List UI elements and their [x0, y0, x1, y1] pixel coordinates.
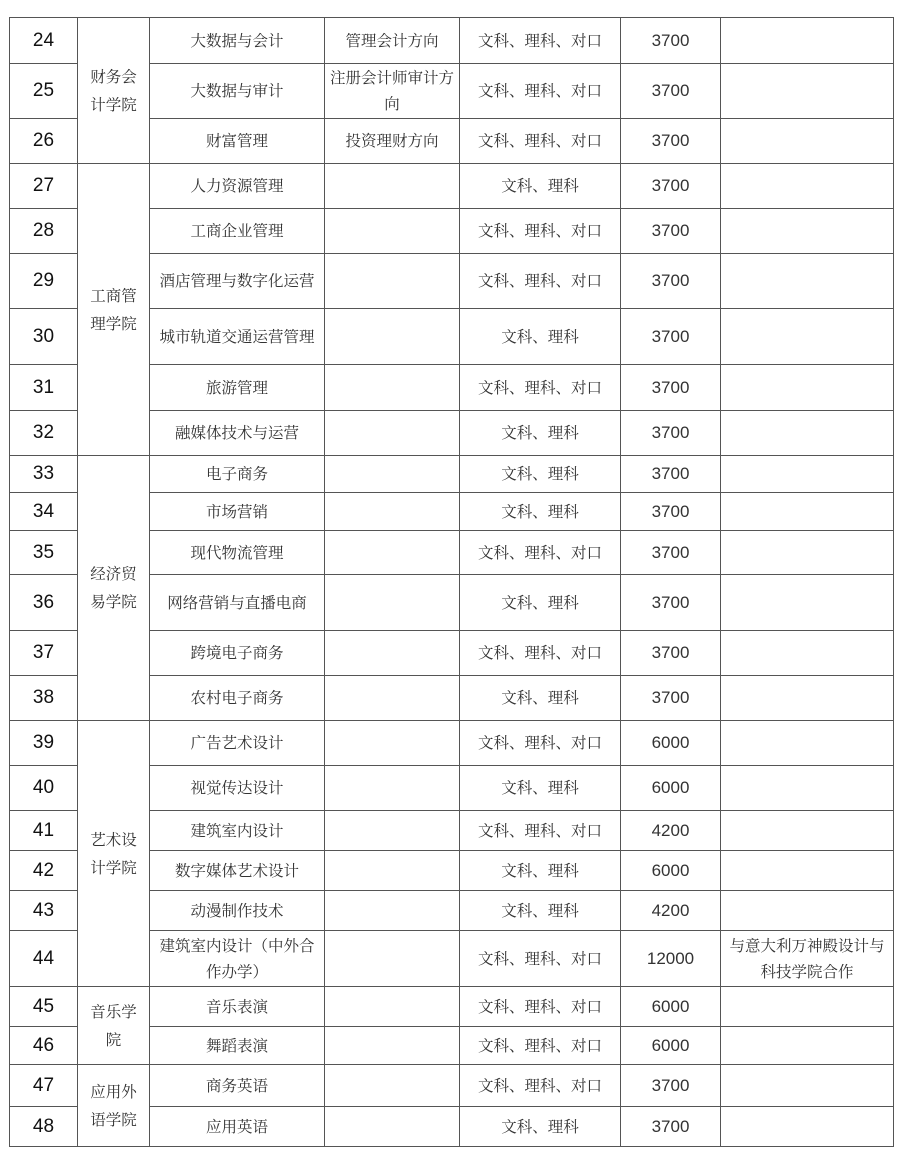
major-cell: 旅游管理 [150, 365, 325, 411]
subjects-cell: 文科、理科 [460, 1107, 621, 1147]
tuition-fee-cell: 3700 [621, 164, 721, 209]
note-cell [721, 766, 894, 811]
college-cell: 音乐学院 [78, 987, 150, 1065]
note-cell [721, 891, 894, 931]
direction-cell [325, 676, 460, 721]
note-cell [721, 1107, 894, 1147]
subjects-cell: 文科、理科、对口 [460, 365, 621, 411]
major-cell: 酒店管理与数字化运营 [150, 254, 325, 309]
table-row [10, 164, 894, 209]
tuition-fee-cell: 3700 [621, 456, 721, 493]
row-number-cell: 27 [10, 164, 78, 209]
direction-cell [325, 365, 460, 411]
table-row [10, 1065, 894, 1107]
tuition-fee-cell: 3700 [621, 209, 721, 254]
note-cell [721, 411, 894, 456]
note-cell [721, 676, 894, 721]
major-cell: 舞蹈表演 [150, 1027, 325, 1065]
major-cell: 电子商务 [150, 456, 325, 493]
note-cell [721, 365, 894, 411]
subjects-cell: 文科、理科、对口 [460, 1065, 621, 1107]
major-cell: 视觉传达设计 [150, 766, 325, 811]
subjects-cell: 文科、理科、对口 [460, 254, 621, 309]
direction-cell [325, 631, 460, 676]
subjects-cell: 文科、理科 [460, 851, 621, 891]
row-number-cell: 28 [10, 209, 78, 254]
major-cell: 网络营销与直播电商 [150, 575, 325, 631]
direction-cell [325, 1107, 460, 1147]
direction-cell [325, 851, 460, 891]
direction-cell [325, 766, 460, 811]
subjects-cell: 文科、理科、对口 [460, 18, 621, 64]
tuition-fee-cell: 3700 [621, 1065, 721, 1107]
note-cell [721, 1065, 894, 1107]
row-number-cell: 31 [10, 365, 78, 411]
major-cell: 数字媒体艺术设计 [150, 851, 325, 891]
note-cell [721, 1027, 894, 1065]
direction-cell [325, 931, 460, 987]
major-cell: 人力资源管理 [150, 164, 325, 209]
direction-cell [325, 891, 460, 931]
direction-cell [325, 987, 460, 1027]
note-cell [721, 851, 894, 891]
majors-table [9, 17, 894, 1147]
row-number-cell: 33 [10, 456, 78, 493]
subjects-cell: 文科、理科、对口 [460, 1027, 621, 1065]
note-cell [721, 119, 894, 164]
major-cell: 城市轨道交通运营管理 [150, 309, 325, 365]
major-cell: 跨境电子商务 [150, 631, 325, 676]
direction-cell [325, 811, 460, 851]
table-row [10, 987, 894, 1027]
table-row [10, 721, 894, 766]
major-cell: 大数据与会计 [150, 18, 325, 64]
tuition-fee-cell: 3700 [621, 18, 721, 64]
major-cell: 建筑室内设计 [150, 811, 325, 851]
row-number-cell: 32 [10, 411, 78, 456]
row-number-cell: 44 [10, 931, 78, 987]
direction-cell [325, 309, 460, 365]
tuition-fee-cell: 3700 [621, 575, 721, 631]
major-cell: 商务英语 [150, 1065, 325, 1107]
subjects-cell: 文科、理科、对口 [460, 811, 621, 851]
tuition-fee-cell: 6000 [621, 987, 721, 1027]
row-number-cell: 30 [10, 309, 78, 365]
row-number-cell: 47 [10, 1065, 78, 1107]
direction-cell [325, 721, 460, 766]
subjects-cell: 文科、理科 [460, 456, 621, 493]
note-cell [721, 254, 894, 309]
row-number-cell: 48 [10, 1107, 78, 1147]
direction-cell [325, 456, 460, 493]
tuition-fee-cell: 6000 [621, 851, 721, 891]
subjects-cell: 文科、理科 [460, 164, 621, 209]
tuition-fee-cell: 12000 [621, 931, 721, 987]
tuition-fee-cell: 3700 [621, 676, 721, 721]
major-cell: 广告艺术设计 [150, 721, 325, 766]
note-cell [721, 456, 894, 493]
tuition-fee-cell: 6000 [621, 1027, 721, 1065]
subjects-cell: 文科、理科、对口 [460, 931, 621, 987]
major-cell: 农村电子商务 [150, 676, 325, 721]
subjects-cell: 文科、理科、对口 [460, 64, 621, 119]
direction-cell [325, 1065, 460, 1107]
note-cell [721, 493, 894, 531]
tuition-fee-cell: 3700 [621, 411, 721, 456]
major-cell: 应用英语 [150, 1107, 325, 1147]
direction-cell [325, 493, 460, 531]
major-cell: 财富管理 [150, 119, 325, 164]
tuition-fee-cell: 3700 [621, 365, 721, 411]
note-cell [721, 531, 894, 575]
row-number-cell: 46 [10, 1027, 78, 1065]
subjects-cell: 文科、理科、对口 [460, 987, 621, 1027]
direction-cell [325, 575, 460, 631]
direction-cell [325, 254, 460, 309]
subjects-cell: 文科、理科 [460, 411, 621, 456]
direction-cell [325, 164, 460, 209]
row-number-cell: 35 [10, 531, 78, 575]
note-cell: 与意大利万神殿设计与科技学院合作 [721, 931, 894, 987]
note-cell [721, 309, 894, 365]
major-cell: 动漫制作技术 [150, 891, 325, 931]
row-number-cell: 38 [10, 676, 78, 721]
subjects-cell: 文科、理科 [460, 493, 621, 531]
table-row [10, 18, 894, 64]
direction-cell [325, 531, 460, 575]
subjects-cell: 文科、理科 [460, 766, 621, 811]
row-number-cell: 24 [10, 18, 78, 64]
major-cell: 现代物流管理 [150, 531, 325, 575]
row-number-cell: 37 [10, 631, 78, 676]
major-cell: 市场营销 [150, 493, 325, 531]
note-cell [721, 987, 894, 1027]
tuition-fee-cell: 6000 [621, 766, 721, 811]
subjects-cell: 文科、理科、对口 [460, 631, 621, 676]
tuition-fee-cell: 6000 [621, 721, 721, 766]
row-number-cell: 29 [10, 254, 78, 309]
tuition-fee-cell: 3700 [621, 493, 721, 531]
college-cell: 财务会计学院 [78, 18, 150, 164]
row-number-cell: 39 [10, 721, 78, 766]
note-cell [721, 811, 894, 851]
direction-cell: 注册会计师审计方向 [325, 64, 460, 119]
tuition-fee-cell: 3700 [621, 631, 721, 676]
row-number-cell: 40 [10, 766, 78, 811]
college-cell: 艺术设计学院 [78, 721, 150, 987]
tuition-fee-cell: 3700 [621, 1107, 721, 1147]
direction-cell [325, 209, 460, 254]
row-number-cell: 43 [10, 891, 78, 931]
row-number-cell: 42 [10, 851, 78, 891]
row-number-cell: 45 [10, 987, 78, 1027]
subjects-cell: 文科、理科 [460, 309, 621, 365]
college-cell: 工商管理学院 [78, 164, 150, 456]
major-cell: 融媒体技术与运营 [150, 411, 325, 456]
subjects-cell: 文科、理科 [460, 891, 621, 931]
subjects-cell: 文科、理科、对口 [460, 721, 621, 766]
note-cell [721, 164, 894, 209]
note-cell [721, 209, 894, 254]
row-number-cell: 41 [10, 811, 78, 851]
major-cell: 音乐表演 [150, 987, 325, 1027]
direction-cell [325, 1027, 460, 1065]
college-cell: 经济贸易学院 [78, 456, 150, 721]
direction-cell: 投资理财方向 [325, 119, 460, 164]
subjects-cell: 文科、理科 [460, 676, 621, 721]
college-cell: 应用外语学院 [78, 1065, 150, 1147]
major-cell: 大数据与审计 [150, 64, 325, 119]
tuition-fee-cell: 4200 [621, 891, 721, 931]
tuition-fee-cell: 4200 [621, 811, 721, 851]
tuition-fee-cell: 3700 [621, 531, 721, 575]
note-cell [721, 631, 894, 676]
major-cell: 建筑室内设计（中外合作办学） [150, 931, 325, 987]
major-cell: 工商企业管理 [150, 209, 325, 254]
row-number-cell: 25 [10, 64, 78, 119]
note-cell [721, 64, 894, 119]
row-number-cell: 26 [10, 119, 78, 164]
row-number-cell: 34 [10, 493, 78, 531]
subjects-cell: 文科、理科、对口 [460, 119, 621, 164]
subjects-cell: 文科、理科 [460, 575, 621, 631]
row-number-cell: 36 [10, 575, 78, 631]
direction-cell [325, 411, 460, 456]
subjects-cell: 文科、理科、对口 [460, 209, 621, 254]
tuition-fee-cell: 3700 [621, 64, 721, 119]
table-row [10, 456, 894, 493]
tuition-fee-cell: 3700 [621, 254, 721, 309]
tuition-fee-cell: 3700 [621, 309, 721, 365]
direction-cell: 管理会计方向 [325, 18, 460, 64]
subjects-cell: 文科、理科、对口 [460, 531, 621, 575]
note-cell [721, 575, 894, 631]
note-cell [721, 18, 894, 64]
tuition-fee-cell: 3700 [621, 119, 721, 164]
note-cell [721, 721, 894, 766]
